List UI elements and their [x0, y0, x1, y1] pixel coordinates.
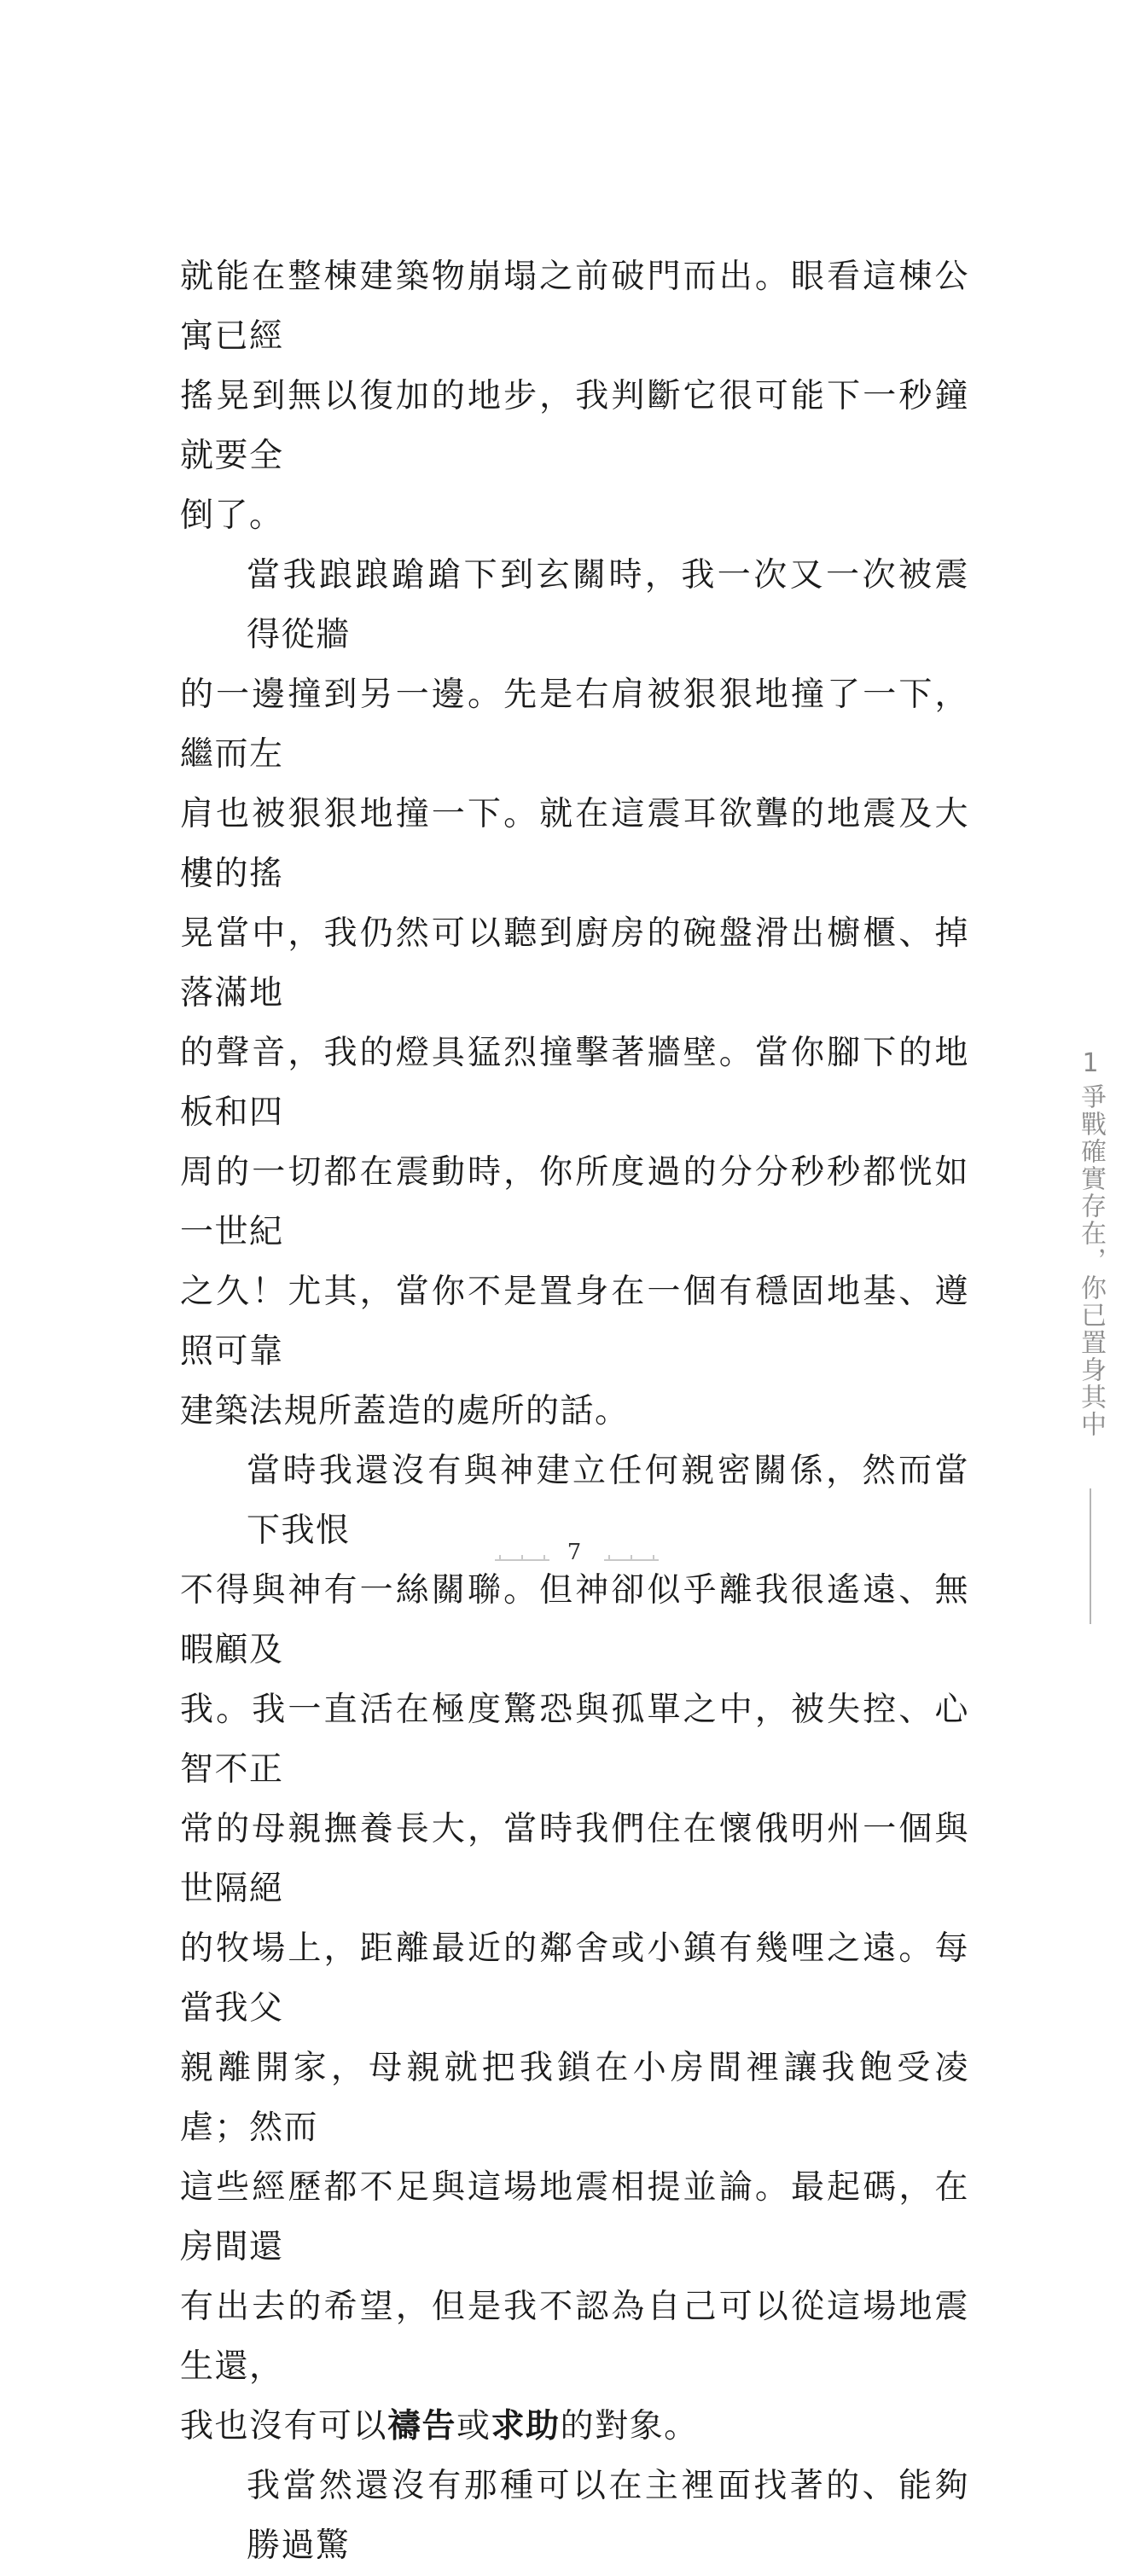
text-line: 的聲音，我的燈具猛烈撞擊著牆壁。當你腳下的地板和四 [180, 1034, 969, 1132]
emphasis-pray: 禱告 [387, 2407, 457, 2445]
chapter-number: 1 [1082, 1048, 1099, 1078]
paragraph-4 [180, 2457, 969, 2576]
body-text [180, 247, 969, 2576]
text-segment: 的對象。 [560, 2407, 699, 2445]
text-line: 我當然還沒有那種可以在主裡面找著的、能夠勝過驚 [247, 2467, 969, 2565]
chapter-title: 爭戰確實存在，你已置身其中 [1076, 1083, 1106, 1438]
text-line: 當時我還沒有與神建立任何親密關係，然而當下我恨 [247, 1452, 969, 1550]
page-number: 7 [567, 1540, 582, 1565]
text-segment: 我也沒有可以 [180, 2407, 388, 2445]
paragraph-2 [180, 546, 969, 1442]
paragraph-3 [180, 1442, 969, 2457]
paragraph-1 [180, 247, 969, 546]
text-line: 搖晃到無以復加的地步，我判斷它很可能下一秒鐘就要全 [180, 377, 969, 475]
text-line: 當我踉踉蹌蹌下到玄關時，我一次又一次被震得從牆 [247, 556, 969, 654]
text-line: 這些經歷都不足與這場地震相提並論。最起碼，在房間還 [180, 2168, 969, 2266]
text-line: 肩也被狠狠地撞一下。就在這震耳欲聾的地震及大樓的搖 [180, 795, 969, 893]
chapter-sidebar [1073, 1047, 1107, 1438]
footer-ornament-left-icon [495, 1552, 549, 1564]
text-line: 建築法規所蓋造的處所的話。 [180, 1392, 630, 1430]
text-line: 不得與神有一絲關聯。但神卻似乎離我很遙遠、無暇顧及 [180, 1571, 969, 1669]
text-line: 的一邊撞到另一邊。先是右肩被狠狠地撞了一下，繼而左 [180, 676, 969, 774]
text-line: 我。我一直活在極度驚恐與孤單之中，被失控、心智不正 [180, 1691, 969, 1789]
text-line: 之久！尤其，當你不是置身在一個有穩固地基、遵照可靠 [180, 1273, 969, 1371]
text-segment: 或 [456, 2407, 491, 2445]
text-line: 周的一切都在震動時，你所度過的分分秒秒都恍如一世紀 [180, 1153, 969, 1251]
text-line: 就能在整棟建築物崩塌之前破門而出。眼看這棟公寓已經 [180, 258, 969, 356]
emphasis-help: 求助 [491, 2407, 561, 2445]
text-line: 的牧場上，距離最近的鄰舍或小鎮有幾哩之遠。每當我父 [180, 1929, 969, 2028]
text-line-emphasis [180, 2397, 969, 2457]
text-line: 有出去的希望，但是我不認為自己可以從這場地震生還， [180, 2288, 969, 2386]
text-line: 常的母親撫養長大，當時我們住在懷俄明州一個與世隔絕 [180, 1810, 969, 1908]
footer-ornament-right-icon [604, 1552, 659, 1564]
text-line: 晃當中，我仍然可以聽到廚房的碗盤滑出櫥櫃、掉落滿地 [180, 914, 969, 1012]
text-line: 倒了。 [180, 496, 284, 535]
text-line: 親離開家，母親就把我鎖在小房間裡讓我飽受凌虐；然而 [180, 2049, 969, 2147]
page-footer [0, 1538, 1145, 1572]
